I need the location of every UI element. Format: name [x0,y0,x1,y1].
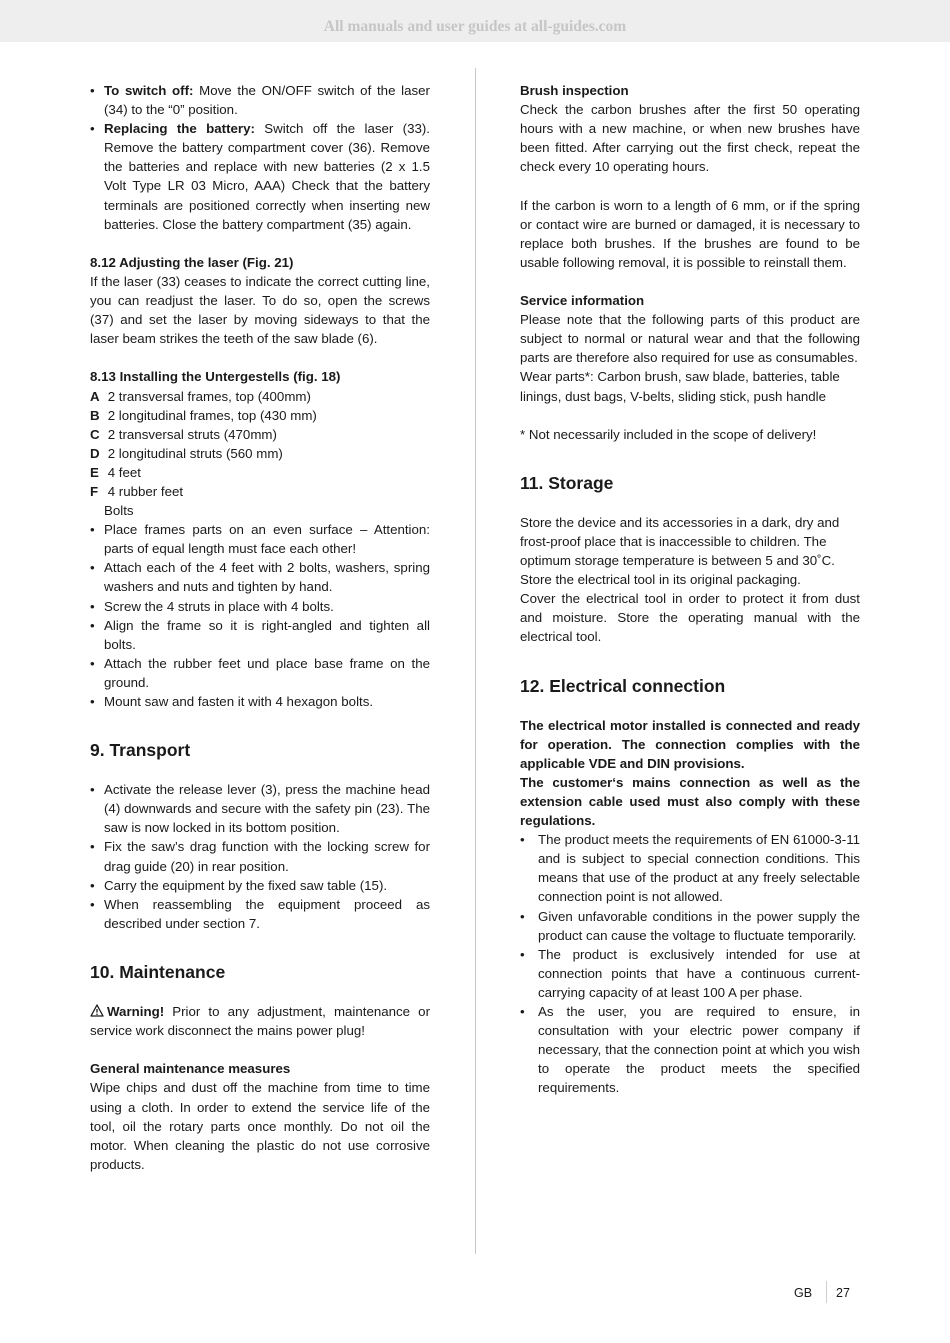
part-item: E 4 feet [90,464,141,480]
assembly-steps [90,520,430,711]
brush-replacement-text: If the carbon is worn to a length of 6 mm, or if the spring or contact wire are burned or damaged, it is necessary to replace both brushes. If the brushes are found to be usable following removal, it is possible to reinstall them. [520,197,860,270]
part-item-bolts: Bolts [104,503,134,519]
site-banner[interactable]: All manuals and user guides at all-guides.com [0,0,950,42]
left-column [90,81,430,1174]
column-divider [475,68,476,1254]
list-item: • When reassembling the equipment proceed as described under section 7. [90,895,430,933]
footer-language: GB [794,1286,813,1300]
brush-inspection-title: Brush inspection [520,83,629,98]
list-item: • To switch off: Move the ON/OFF switch of the laser (34) to the “0” position. [90,81,430,119]
general-maintenance-text: Wipe chips and dust off the machine from time to time using a cloth. In order to extend the service life of the tool, oil the rotary parts once monthly. Do not oil the motor. When cleaning the plastic do not use corrosive products. [90,1080,430,1172]
section-8-12-title: 8.12 Adjusting the laser (Fig. 21) [90,254,294,270]
electrical-notice-1: The electrical motor installed is connected and ready for operation. The connection complies with the applicable VDE and DIN provisions. [520,717,860,771]
list-item: • Given unfavorable conditions in the power supply the product can cause the voltage to fluctuate temporarily. [520,907,860,945]
part-item: A 2 transversal frames, top (400mm) [90,388,311,404]
list-item: • Carry the equipment by the fixed saw table (15). [90,876,430,895]
service-information-title: Service information [520,293,645,309]
section-9-title: 9. Transport [90,740,191,761]
maintenance-warning: Warning! Prior to any adjustment, maintenance or service work disconnect the mains power plug! [90,1004,430,1039]
list-item: • Screw the 4 struts in place with 4 bolts. [90,597,430,616]
part-item: B 2 longitudinal frames, top (430 mm) [90,407,317,423]
list-item: • As the user, you are required to ensure, in consultation with your electric power company if necessary, that the connection point at which you wish to operate the product meets the specified requirements. [520,1002,860,1097]
laser-bullets [90,81,430,234]
part-item: D 2 longitudinal struts (560 mm) [90,445,283,461]
list-item: • Align the frame so it is right-angled and tighten all bolts. [90,616,430,654]
warning-icon [90,1004,104,1017]
wear-parts-text: Wear parts*: Carbon brush, saw blade, batteries, table linings, dust bags, V-belts, sliding stick, push handle [520,369,840,404]
storage-text-2: Cover the electrical tool in order to protect it from dust and moisture. Store the operating manual with the electrical tool. [520,591,860,645]
footer-divider [826,1281,827,1303]
part-item: C 2 transversal struts (470mm) [90,426,277,442]
list-item: • The product meets the requirements of EN 61000-3-11 and is subject to special connection conditions. This means that use of the product at any freely selectable connection point is not allowed. [520,830,860,906]
list-item: • Place frames parts on an even surface – Attention: parts of equal length must face each other! [90,520,430,558]
list-item: • Activate the release lever (3), press the machine head (4) downwards and secure with the safety pin (23). The saw is now locked in its bottom position. [90,780,430,837]
section-12-title: 12. Electrical connection [520,675,726,696]
right-column [520,81,860,1098]
list-item: • Replacing the battery: Switch off the laser (33). Remove the battery compartment cover (36). Remove the batteries and replace with new batteries (2 x 1.5 Volt Type LR 03 Micro, AAA) Check that the battery terminals are positioned correctly when inserting new batteries. Close the battery compartment (35) again. [90,119,430,234]
general-maintenance-title: General maintenance measures [90,1061,291,1077]
list-item: • Attach each of the 4 feet with 2 bolts, washers, spring washers and nuts and tighten by hand. [90,558,430,596]
parts-list [90,387,430,521]
electrical-notice-2: The customer‘s mains connection as well as the extension cable used must also comply with these regulations. [520,774,860,829]
list-item: • Attach the rubber feet und place base frame on the ground. [90,654,430,692]
service-information-text: Please note that the following parts of this product are subject to normal or natural wear and that the following parts are therefore also required for use as consumables. [520,312,860,366]
electrical-requirements [520,830,860,1097]
storage-text: Store the device and its accessories in a dark, dry and frost-proof place that is inaccessible to children. The optimum storage temperature is between 5 and 30˚C. Store the electrical tool in its original packaging. [520,514,840,588]
part-item: F 4 rubber feet [90,483,184,499]
transport-steps [90,780,430,933]
brush-inspection-text: Check the carbon brushes after the first 50 operating hours with a new machine, or when new brushes have been fitted. After carrying out the first check, repeat the check every 10 operating hours. [520,102,860,175]
page-number: 27 [836,1286,850,1300]
section-8-12-text: If the laser (33) ceases to indicate the correct cutting line, you can readjust the laser. To do so, open the screws (37) and set the laser by moving sideways to that the laser beam strikes the teeth of the saw blade (6). [90,273,430,347]
list-item: • Mount saw and fasten it with 4 hexagon bolts. [90,692,430,711]
section-10-title: 10. Maintenance [90,961,226,982]
section-11-title: 11. Storage [520,472,614,493]
delivery-note: * Not necessarily included in the scope of delivery! [520,426,817,442]
list-item: • The product is exclusively intended for use at connection points that have a continuous current-carrying capacity of at least 100 A per phase. [520,945,860,1002]
section-8-13-title: 8.13 Installing the Untergestells (fig. 18) [90,369,341,385]
list-item: • Fix the saw’s drag function with the locking screw for drag guide (20) in rear position. [90,837,430,875]
